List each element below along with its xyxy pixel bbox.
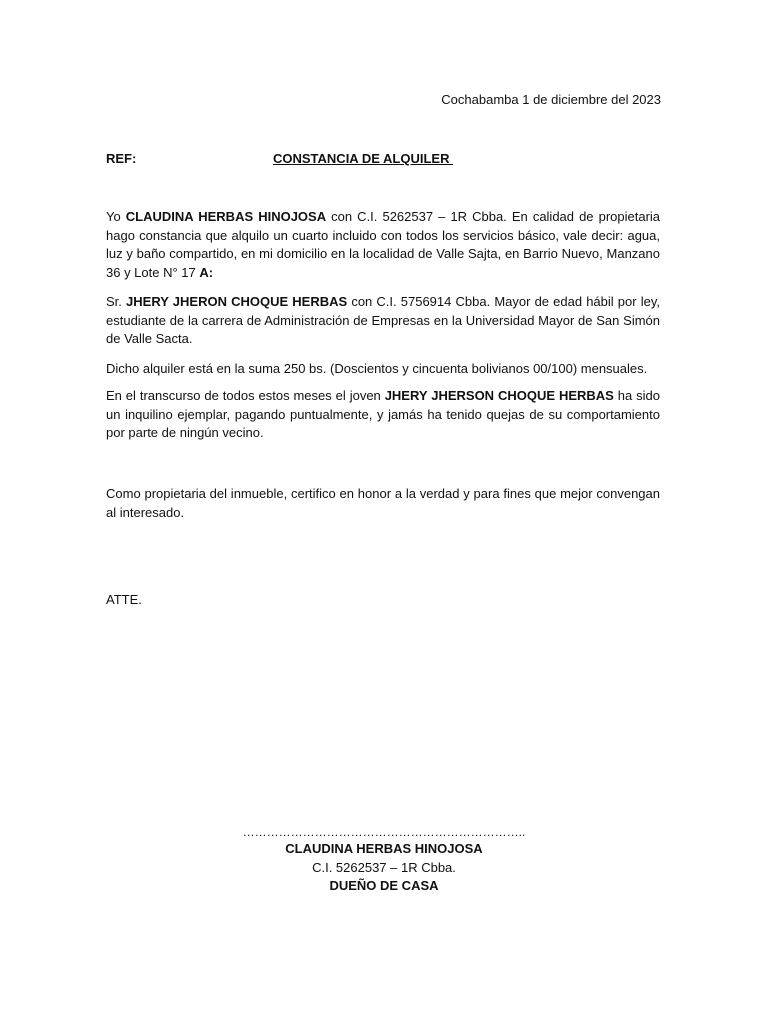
paragraph-owner-statement xyxy=(106,208,660,283)
tenant-name: JHERY JHERON CHOQUE HERBAS xyxy=(126,294,348,309)
reference-row xyxy=(106,151,662,167)
signature-line: …………………………………………………………….. xyxy=(242,825,526,839)
paragraph-text: ha sido un inquilino ejemplar, pagando puntualmente, y jamás ha tenido quejas de su comportamiento por parte de ningún vecino. xyxy=(106,388,660,441)
signer-id: C.I. 5262537 – 1R Cbba. xyxy=(312,859,456,875)
paragraph-text: con C.I. 5262537 – 1R Cbba. En calidad de propietaria hago constancia que alquilo un cuarto incluido con todos los servicios básico, vale decir: agua, luz y baño compartido, en mi domicilio en la localidad de Valle Sajta, en Barrio Nuevo, Manzano 36 y Lote N° 17 xyxy=(106,209,661,281)
paragraph-tenant-conduct xyxy=(106,387,660,443)
signature-block xyxy=(234,824,534,896)
paragraph-certification: Como propietaria del inmueble, certifico en honor a la verdad y para fines que mejor convengan al interesado. xyxy=(106,486,660,520)
document-title: CONSTANCIA DE ALQUILER xyxy=(273,151,454,166)
paragraph-text: con C.I. 5756914 Cbba. Mayor de edad hábil por ley, estudiante de la carrera de Administración de Empresas en la Universidad Mayor de San Simón de Valle Sacta. xyxy=(106,294,660,347)
signer-name: CLAUDINA HERBAS HINOJOSA xyxy=(285,841,483,856)
reference-label: REF: xyxy=(106,151,137,166)
paragraph-text: Yo xyxy=(106,209,126,224)
owner-name: CLAUDINA HERBAS HINOJOSA xyxy=(125,209,327,224)
document-date: Cochabamba 1 de diciembre del 2023 xyxy=(441,92,661,107)
recipient-marker: A: xyxy=(199,265,214,281)
paragraph-rent-amount: Dicho alquiler está en la suma 250 bs. (Doscientos y cincuenta bolivianos 00/100) mensuales. xyxy=(106,361,648,376)
paragraph-text: Sr. xyxy=(106,294,127,309)
signer-role: DUEÑO DE CASA xyxy=(329,878,439,893)
tenant-name: JHERY JHERSON CHOQUE HERBAS xyxy=(384,388,614,403)
closing: ATTE. xyxy=(106,592,142,607)
paragraph-tenant-info xyxy=(106,293,660,349)
paragraph-text: En el transcurso de todos estos meses el joven xyxy=(106,388,385,403)
